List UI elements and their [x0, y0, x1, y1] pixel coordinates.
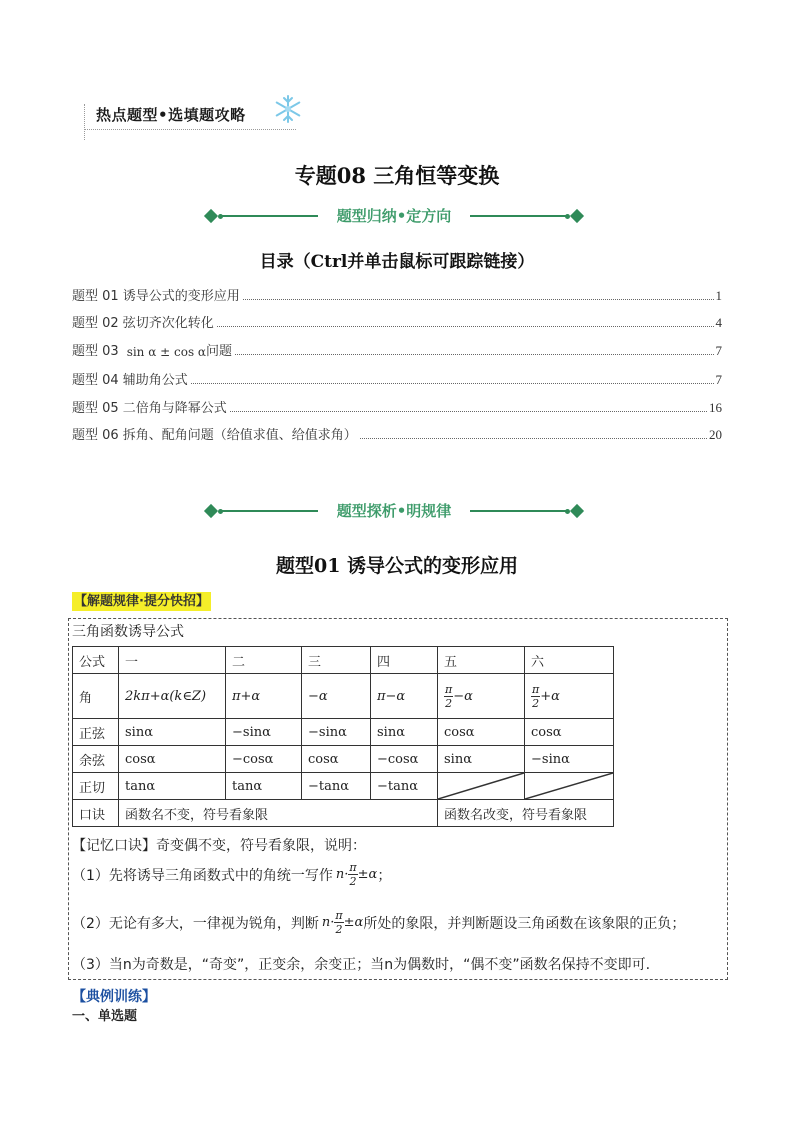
toc-leader: [235, 354, 713, 355]
table-cell: −cosα: [226, 746, 302, 773]
toc-item-page: 7: [715, 343, 722, 358]
table-cell: 函数名改变，符号看象限: [438, 800, 614, 827]
toc-item-label: 题型 04 辅助角公式: [72, 373, 188, 388]
example-label: 【典例训练】: [72, 989, 156, 1005]
diagonal-strike: [525, 773, 613, 799]
snowflake-icon: [273, 94, 303, 124]
table-cell: −tanα: [302, 773, 371, 800]
table-cell: 正弦: [73, 719, 119, 746]
table-row: [73, 674, 614, 719]
note-text: 所处的象限，并判断题设三角函数在该象限的正负；: [363, 915, 686, 932]
toc-leader: [230, 411, 707, 412]
memo-line: 【记忆口诀】奇变偶不变，符号看象限，说明：: [72, 838, 366, 854]
section-one-heading: 一、单选题: [72, 1009, 138, 1024]
toc-item-page: 16: [709, 400, 722, 415]
section-band-guide: [204, 206, 584, 226]
table-cell: cosα: [302, 746, 371, 773]
table-cell: 二: [226, 647, 302, 674]
header-divider-vertical: [84, 104, 86, 140]
note-1: [72, 862, 391, 887]
table-cell: −α: [302, 674, 371, 719]
table-cell: 三: [302, 647, 371, 674]
header-tag: 热点题型•选填题攻略: [96, 106, 246, 124]
toc-item-3[interactable]: [72, 339, 722, 359]
toc-item-1[interactable]: [72, 284, 722, 304]
toc-item-label: 题型 02 弦切齐次化转化: [72, 316, 214, 331]
table-row: [73, 746, 614, 773]
table-cell-empty: [525, 773, 614, 800]
math-expression: n· $\frac{\pi}{2}$ ±α: [335, 861, 378, 888]
table-cell: 正切: [73, 773, 119, 800]
diagonal-strike: [438, 773, 524, 799]
table-cell: 一: [119, 647, 226, 674]
fraction-pi-over-2: $\frac{\pi}{2}$: [445, 682, 453, 710]
table-cell: sinα: [119, 719, 226, 746]
toc-item-label: 题型 03: [72, 344, 119, 359]
tip-label: 【解题规律·提分快招】: [74, 594, 209, 609]
table-cell: cosα: [119, 746, 226, 773]
table-cell: −tanα: [371, 773, 438, 800]
fraction-pi-over-2: $\frac{\pi}{2}$: [349, 861, 357, 888]
table-row: [73, 647, 614, 674]
toc-item-6[interactable]: [72, 423, 722, 443]
table-cell: 2kπ+α(k∈Z): [119, 674, 226, 719]
table-cell-empty: [438, 773, 525, 800]
table-cell: −sinα: [525, 746, 614, 773]
section-title: 题型01 诱导公式的变形应用: [275, 555, 519, 577]
toc-item-page: 4: [715, 315, 722, 330]
table-row: [73, 719, 614, 746]
table-cell: sinα: [438, 746, 525, 773]
table-cell: 五: [438, 647, 525, 674]
toc-item-label: 题型 06 拆角、配角问题（给值求值、给值求角）: [72, 428, 357, 443]
table-cell: −cosα: [371, 746, 438, 773]
toc-item-2[interactable]: [72, 311, 722, 331]
toc-item-page: 20: [709, 427, 722, 442]
band-label: 题型探析•明规律: [336, 502, 452, 520]
note-3: （3）当n为奇数是，“奇变”，正变余，余变正；当n为偶数时，“偶不变”函数名保持不变即可.: [72, 957, 651, 973]
fraction-pi-over-2: $\frac{\pi}{2}$: [532, 682, 540, 710]
table-cell: 口诀: [73, 800, 119, 827]
table-row: [73, 773, 614, 800]
toc-item-page: 7: [715, 372, 722, 387]
table-row: [73, 800, 614, 827]
table-cell: sinα: [371, 719, 438, 746]
toc-item-4[interactable]: [72, 368, 722, 388]
table-cell: 公式: [73, 647, 119, 674]
box-caption: 三角函数诱导公式: [72, 624, 184, 640]
toc-item-label: 题型 05 二倍角与降幂公式: [72, 401, 227, 416]
toc-item-page: 1: [715, 288, 722, 303]
toc-item-suffix: 问题: [206, 344, 233, 359]
toc-item-label: 题型 01 诱导公式的变形应用: [72, 289, 240, 304]
toc-leader: [217, 326, 714, 327]
table-cell: −sinα: [226, 719, 302, 746]
toc-leader: [360, 438, 707, 439]
note-text: （1）先将诱导三角函数式中的角统一写作: [72, 867, 333, 884]
table-cell: $\frac{\pi}{2}$ −α: [438, 674, 525, 719]
table-cell: −sinα: [302, 719, 371, 746]
table-cell: 六: [525, 647, 614, 674]
fraction-pi-over-2: $\frac{\pi}{2}$: [335, 909, 343, 936]
table-cell: π+α: [226, 674, 302, 719]
math-expression: n· $\frac{\pi}{2}$ ±α: [321, 909, 364, 936]
table-cell: tanα: [226, 773, 302, 800]
table-cell: 角: [73, 674, 119, 719]
table-cell: 四: [371, 647, 438, 674]
note-text: （2）无论有多大，一律视为锐角，判断: [72, 915, 319, 932]
table-cell: tanα: [119, 773, 226, 800]
note-text: ；: [377, 867, 392, 884]
table-cell: 函数名不变，符号看象限: [119, 800, 438, 827]
header-divider-horizontal: [84, 129, 296, 130]
table-cell: $\frac{\pi}{2}$ +α: [525, 674, 614, 719]
section-band-analysis: [204, 501, 584, 521]
table-cell: π−α: [371, 674, 438, 719]
toc-leader: [191, 383, 714, 384]
table-cell: 余弦: [73, 746, 119, 773]
table-cell: cosα: [438, 719, 525, 746]
table-cell: cosα: [525, 719, 614, 746]
induction-formula-table: [72, 646, 614, 827]
toc-item-math: sin α ± cos α: [126, 345, 207, 359]
page-title: 专题08 三角恒等变换: [294, 163, 500, 188]
band-label: 题型归纳•定方向: [336, 207, 452, 225]
toc-leader: [243, 299, 714, 300]
note-2: [72, 910, 685, 935]
toc-item-5[interactable]: [72, 396, 722, 416]
toc-title: 目录（Ctrl并单击鼠标可跟踪链接）: [259, 252, 535, 272]
